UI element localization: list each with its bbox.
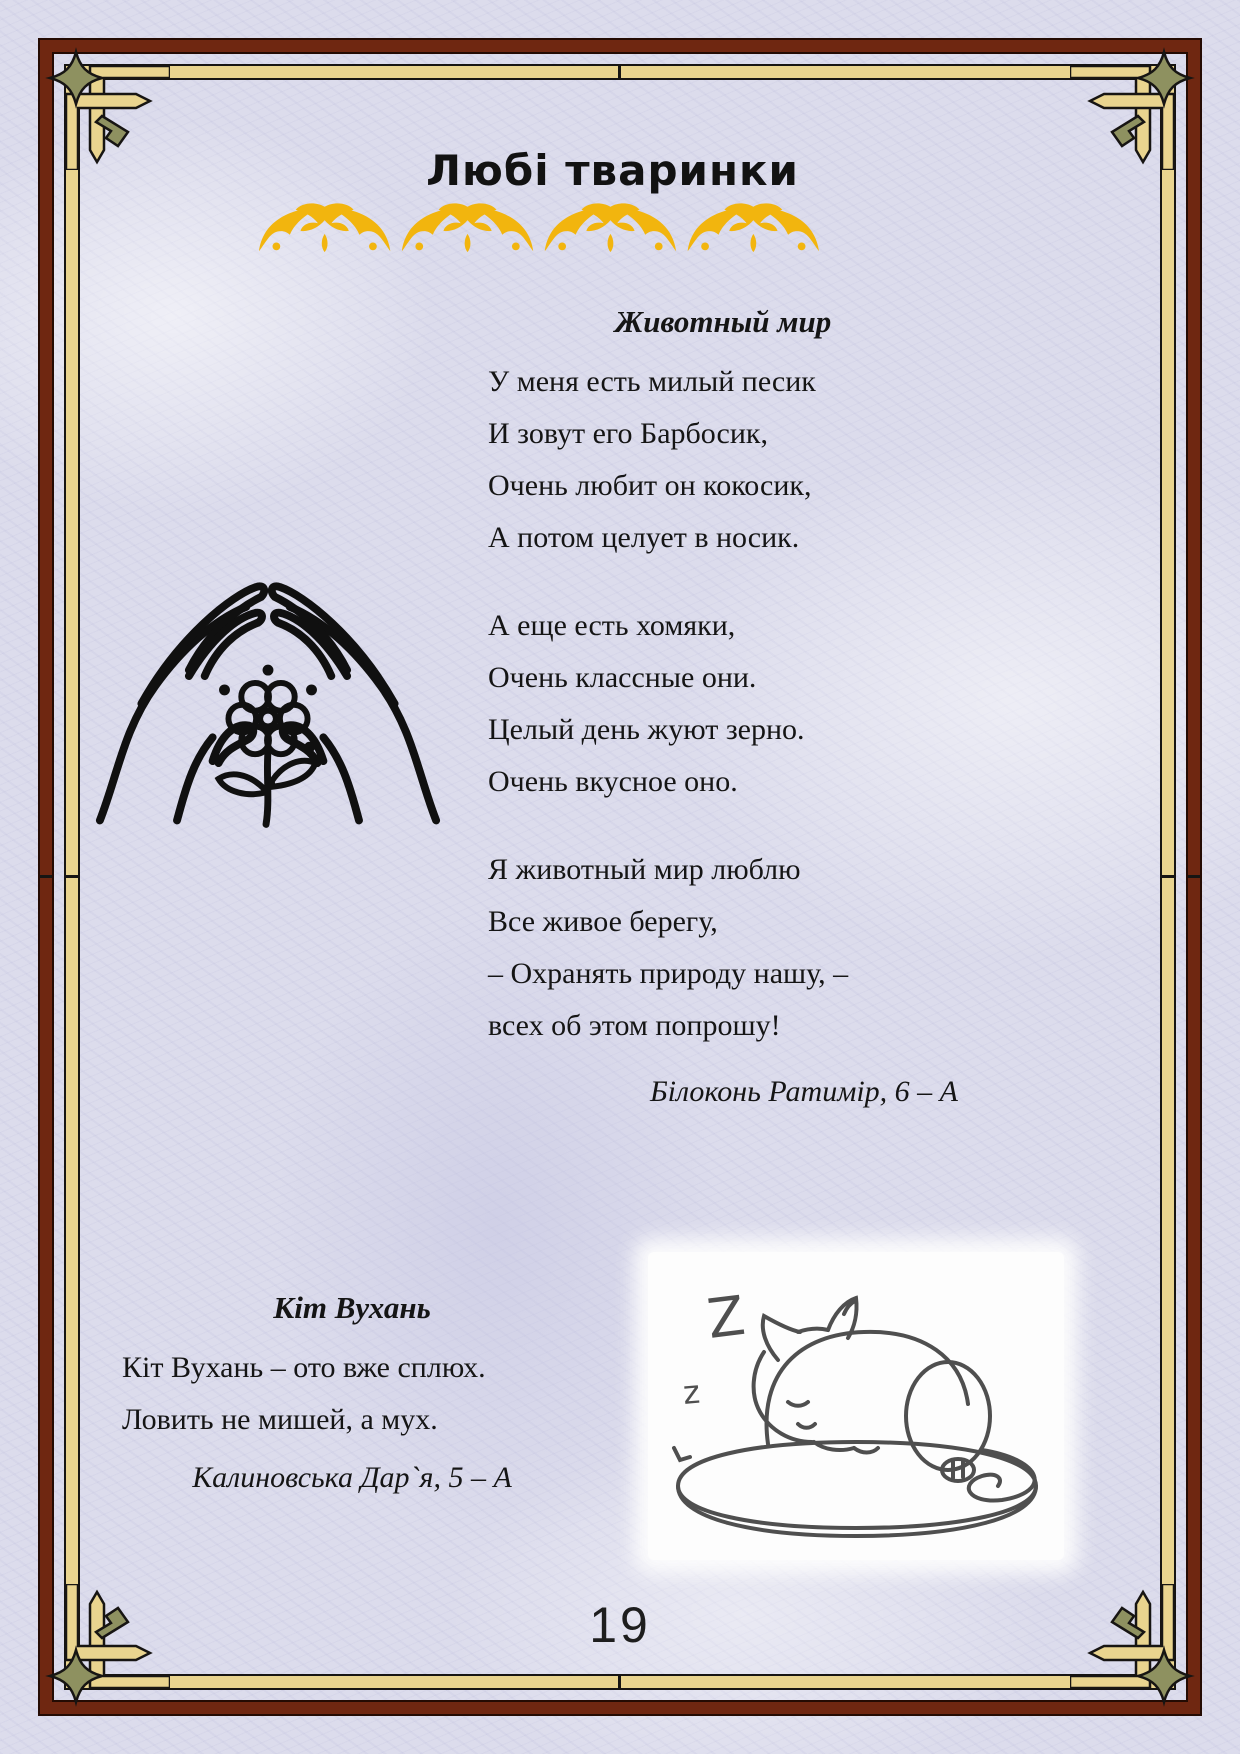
page-title: Любі тваринки (426, 146, 799, 195)
poem-line: Я животный мир люблю (488, 853, 801, 886)
poem-line: Целый день жуют зерно. (488, 713, 805, 746)
poem-line: Ловить не мишей, а мух. (122, 1403, 438, 1436)
corner-ornament-top-left (40, 40, 170, 170)
stanza-3 (488, 844, 958, 1052)
poem-line: всех об этом попрошу! (488, 1009, 781, 1042)
frame-seam-right (1162, 875, 1174, 878)
sleeping-cat-sketch (648, 1252, 1064, 1560)
poem-line: Кіт Вухань – ото вже сплюх. (122, 1351, 486, 1384)
border-seam-left (40, 875, 52, 878)
stanza (122, 1342, 582, 1446)
page-number: 19 (589, 1597, 651, 1653)
poem-line: – Охранять природу нашу, – (488, 957, 849, 990)
poem-title-cat: Кіт Вухань (273, 1290, 431, 1325)
zzz-small: z (681, 1372, 702, 1412)
corner-ornament-top-right (1070, 40, 1200, 170)
cat-illustration-panel (648, 1252, 1064, 1560)
stanza-1 (488, 356, 958, 564)
hands-flower-illustration (90, 524, 446, 836)
poem-cat (122, 1282, 582, 1504)
floral-divider (243, 201, 835, 257)
poem-line: У меня есть милый песик (488, 365, 816, 398)
frame-seam-top (618, 66, 621, 78)
stanza-2 (488, 600, 958, 808)
frame-seam-left (66, 875, 78, 878)
poem-line: И зовут его Барбосик, (488, 417, 768, 450)
zzz-large: Z (703, 1283, 749, 1351)
poem-author-2: Калиновська Дар`я, 5 – А (192, 1461, 512, 1494)
poem-author-1: Білоконь Ратимір, 6 – А (649, 1075, 958, 1108)
poem-line: А еще есть хомяки, (488, 609, 736, 642)
frame-seam-bottom (618, 1676, 621, 1688)
border-seam-right (1188, 875, 1200, 878)
poem-line: Очень классные они. (488, 661, 757, 694)
poem-line: Все живое берегу, (488, 905, 718, 938)
poem-line: Очень любит он кокосик, (488, 469, 812, 502)
poem-line: Очень вкусное оно. (488, 765, 738, 798)
poem-line: А потом целует в носик. (488, 521, 800, 554)
poem-animal-world (488, 296, 958, 1118)
poem-title-animal-world: Животный мир (614, 304, 832, 339)
